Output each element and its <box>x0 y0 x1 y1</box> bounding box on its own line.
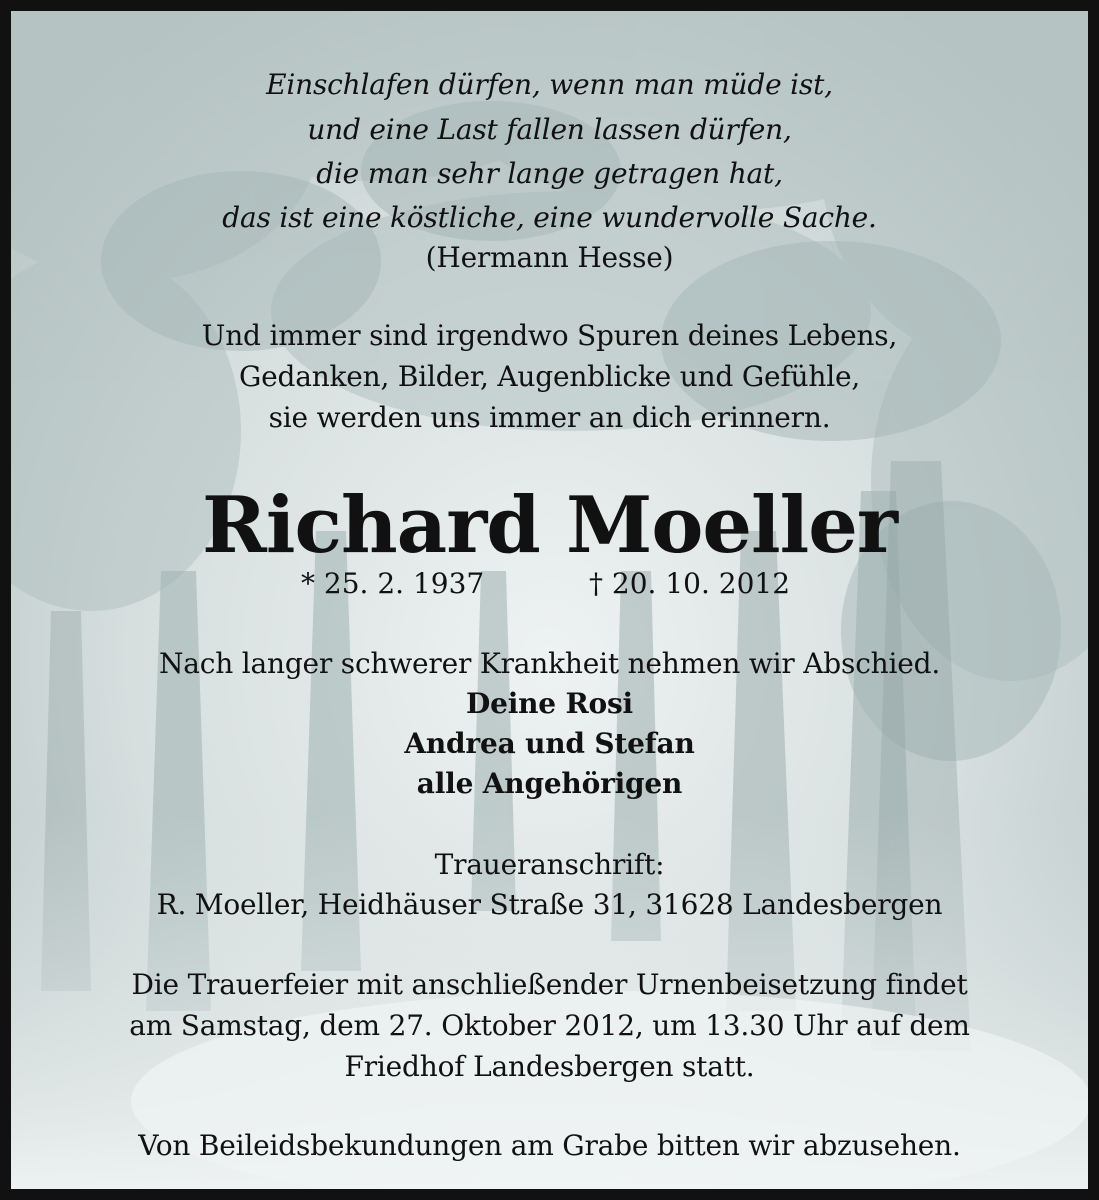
poem-line: Einschlafen dürfen, wenn man müde ist, <box>266 68 833 101</box>
birth-date: * 25. 2. 1937 <box>301 567 485 600</box>
poem-author: (Hermann Hesse) <box>425 241 674 274</box>
verse-line: Gedanken, Bilder, Augenblicke und Gefühle, <box>238 360 861 393</box>
poem-line: das ist eine köstliche, eine wundervolle Sache. <box>222 201 877 234</box>
mourner-name: Andrea und Stefan <box>404 727 695 760</box>
death-date: † 20. 10. 2012 <box>589 567 791 600</box>
address-value: R. Moeller, Heidhäuser Straße 31, 31628 Landesbergen <box>156 888 943 921</box>
verse-line: Und immer sind irgendwo Spuren deines Lebens, <box>201 319 898 352</box>
notice-text <box>11 11 1088 1189</box>
verse-line: sie werden uns immer an dich erinnern. <box>268 401 831 434</box>
ceremony-line: Friedhof Landesbergen statt. <box>344 1050 755 1083</box>
farewell-text: Nach langer schwerer Krankheit nehmen wir Abschied. <box>158 647 941 680</box>
poem-line: die man sehr lange getragen hat, <box>316 157 783 190</box>
mourner-name: alle Angehörigen <box>416 767 683 800</box>
ceremony-line: am Samstag, dem 27. Oktober 2012, um 13.30 Uhr auf dem <box>129 1009 970 1042</box>
address-label: Traueranschrift: <box>434 848 665 881</box>
mourner-name: Deine Rosi <box>466 687 633 720</box>
ceremony-line: Die Trauerfeier mit anschließender Urnenbeisetzung findet <box>131 968 968 1001</box>
closing-text: Von Beileidsbekundungen am Grabe bitten wir abzusehen. <box>138 1129 961 1162</box>
poem-line: und eine Last fallen lassen dürfen, <box>307 113 792 146</box>
deceased-name: Richard Moeller <box>202 480 897 571</box>
